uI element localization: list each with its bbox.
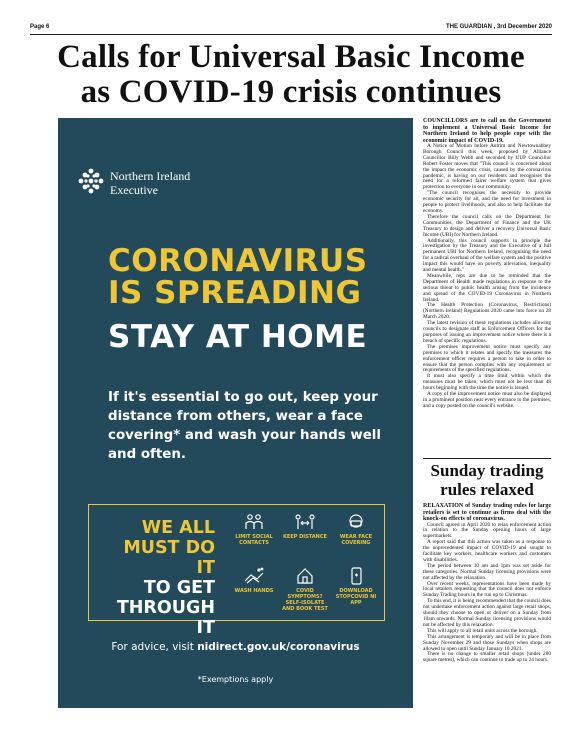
exemptions-note: *Exemptions apply: [197, 675, 274, 684]
article-paragraph: There is no change to smaller retail shops (under 280 square metres), which can continue to trade up to 24 hours.: [423, 651, 551, 664]
tile-label: WEAR FACE COVERING: [339, 534, 373, 546]
house-icon: [295, 567, 315, 585]
headline-line-1: Calls for Universal Basic Income: [57, 39, 525, 75]
hands-icon: [243, 567, 265, 585]
advice-line: [58, 641, 413, 653]
phone-icon: [346, 567, 366, 585]
tile-face-covering: [331, 513, 381, 546]
tile-keep-distance: [280, 513, 330, 540]
tile-download-app: [331, 567, 381, 606]
article-paragraph: Additionally, this council supports in principle the investigation by the Treasury and the Executive of a full permanent UBI for Northern Ireland, recognising the need for a radical overhaul of the welfare system and the positive impact this would have on poverty alleviation, inequality and mental health.": [423, 237, 551, 274]
section-rule: [423, 458, 551, 459]
article-lead: RELAXATION of Sunday trading rules for large retailers is set to continue as firms deal with the knock-on effects of coronavirus.: [423, 503, 551, 522]
tile-label: LIMIT SOCIAL CONTACTS: [235, 534, 273, 546]
ni-executive-logo: [77, 165, 197, 203]
ad-heading-spreading: IS SPREADING: [108, 275, 362, 311]
sunday-trading-subhead: [423, 461, 551, 499]
article-paragraph: "The council recognises the necessity to provide economic security for all, and the need for investment in people to protect livelihoods, and also to help facilitate the economy.: [423, 190, 551, 214]
paper-date: THE GUARDIAN , 3rd December 2020: [445, 24, 552, 30]
article-paragraph: This will apply to all retail units across the borough.: [427, 627, 538, 634]
hexagon-logo-icon: [77, 167, 105, 195]
coronavirus-advert: [58, 118, 413, 708]
headline-line-2: as COVID-19 crisis continues: [80, 74, 502, 110]
article-paragraph: The Health Protection (Coronavirus, Restrictions) (Northern Ireland) Regulations 2020 came into force on 28 March 2020.: [423, 302, 551, 321]
tile-wash-hands: [229, 567, 279, 594]
distance-icon: [294, 513, 316, 531]
tile-label: DOWNLOAD STOPCOVID NI APP: [335, 588, 377, 606]
article-paragraph: This arrangement is temporary and will be in place from Sunday November 29 and those Sundays when shops are allowed to open until Sunday January 10 2021.: [423, 633, 551, 652]
slogan-line-2: MUST DO IT: [123, 538, 215, 578]
article-paragraph: The premises improvement notice must specify any premises to which it relates and specify the measures the enforcement officer requires a person to take in order to ensure that the person complies with any requirement or requirements of the specified regulations.: [423, 343, 551, 374]
tile-label: WASH HANDS: [234, 588, 274, 594]
article-paragraph: Over recent weeks, representations have been made by local retailers requesting that the council does not enforce Sunday Trading hours in the run up to Christmas.: [423, 580, 551, 599]
advice-link[interactable]: nidirect.gov.uk/coronavirus: [197, 641, 360, 653]
slogan-line-1: WE ALL: [141, 518, 215, 538]
article-paragraph: Meanwhile, reps are due to be reminded that the Department of Health made regulations in response to the serious threat to public health arising from the incidence and spread of the COVID-19 Coronavirus in Northern Ireland.: [423, 272, 551, 303]
headline: [30, 40, 552, 110]
article-paragraph: The latest revision of these regulations includes allowing councils to designate staff as Enforcement Officers for the purposes of issuing an improvement notice where there is a breach of specific regulations.: [423, 320, 551, 344]
people-icon: [244, 513, 264, 531]
logo-line-1: Northern Ireland: [110, 169, 191, 183]
slogan-line-3: TO GET: [143, 578, 215, 598]
advice-prefix: For advice, visit: [111, 641, 198, 653]
tile-label: KEEP DISTANCE: [283, 534, 327, 540]
guidance-box: [88, 504, 385, 638]
subhead-line-1: Sunday trading: [430, 461, 544, 480]
article-paragraph: It must also specify a time limit within which the measures must be taken, which must not be less than 48 hours beginning with the time the notice is issued.: [423, 373, 551, 392]
ad-body-text: If it's essential to go out, keep your distance from others, wear a face covering* and wash your hands well and often.: [108, 390, 381, 462]
article-paragraph: A copy of the improvement notice must also be displayed in a prominent position near every entrance to the premises, and a copy posted on the council's website.: [423, 391, 551, 409]
tile-label: COVID SYMPTOMS? SELF-ISOLATE AND BOOK TEST: [282, 588, 328, 612]
masthead-bar: [30, 22, 552, 34]
slogan: [103, 518, 215, 638]
logo-line-2: Executive: [110, 183, 158, 197]
ad-heading-coronavirus: CORONAVIRUS: [108, 243, 368, 279]
article-paragraph: A report said that this action was taken as a response to the unprecedented impact of COVID-19 and sought to facilitate key workers, healthcare workers and customers with disabilities.: [423, 539, 551, 563]
article-paragraph: Council agreed in April 2020 to relax enforcement action in relation to the Sunday opening hours of large supermarkets.: [423, 521, 551, 540]
mask-icon: [346, 513, 366, 531]
article-ubi: [423, 118, 551, 410]
page-number: Page 6: [30, 24, 50, 30]
article-sunday-trading: [423, 503, 551, 664]
article-paragraph: A Notice of Motion before Antrim and Newtownabbey Borough Council this week, proposed by Alliance Councillor Billy Webb and seconded by UUP Councillor Robert Foster moves that "This council is concerned about the impact the economic crisis, caused by the coronavirus pandemic, is having on our residents and recognises the need for a reformed fairer welfare system that gives protection to everyone in our community.: [423, 143, 551, 191]
subhead-line-2: rules relaxed: [440, 480, 534, 499]
slogan-line-4: THROUGH IT: [116, 598, 215, 638]
article-paragraph: Therefore the council calls on the Department for Communities, the Department of Finance and the UK Treasury to design and deliver a recovery Universal Basic Income (UBI) for Northern Ireland.: [423, 213, 551, 238]
tile-limit-contacts: [229, 513, 279, 546]
article-paragraph: The period between 10 am and 1pm was set aside for these categories. Normal Sunday licensing provisions were not affected by the relaxation.: [423, 562, 551, 581]
article-paragraph: To this end, it is being recommended that the council does not undertake enforcement action against large retail shops, should they choose to open or deliver on a Sunday from 10am onwards. Normal Sunday licensing provisions would not be affected by this relaxation.: [423, 598, 551, 628]
ad-heading-stay-home: STAY AT HOME: [108, 319, 368, 355]
article-lead: COUNCILLORS are to call on the Government to implement a Universal Basic Income for Northern Ireland to help people cope with the economic impact of COVID-19.: [423, 118, 551, 144]
masthead-rule: [30, 34, 552, 35]
tile-self-isolate: [280, 567, 330, 612]
